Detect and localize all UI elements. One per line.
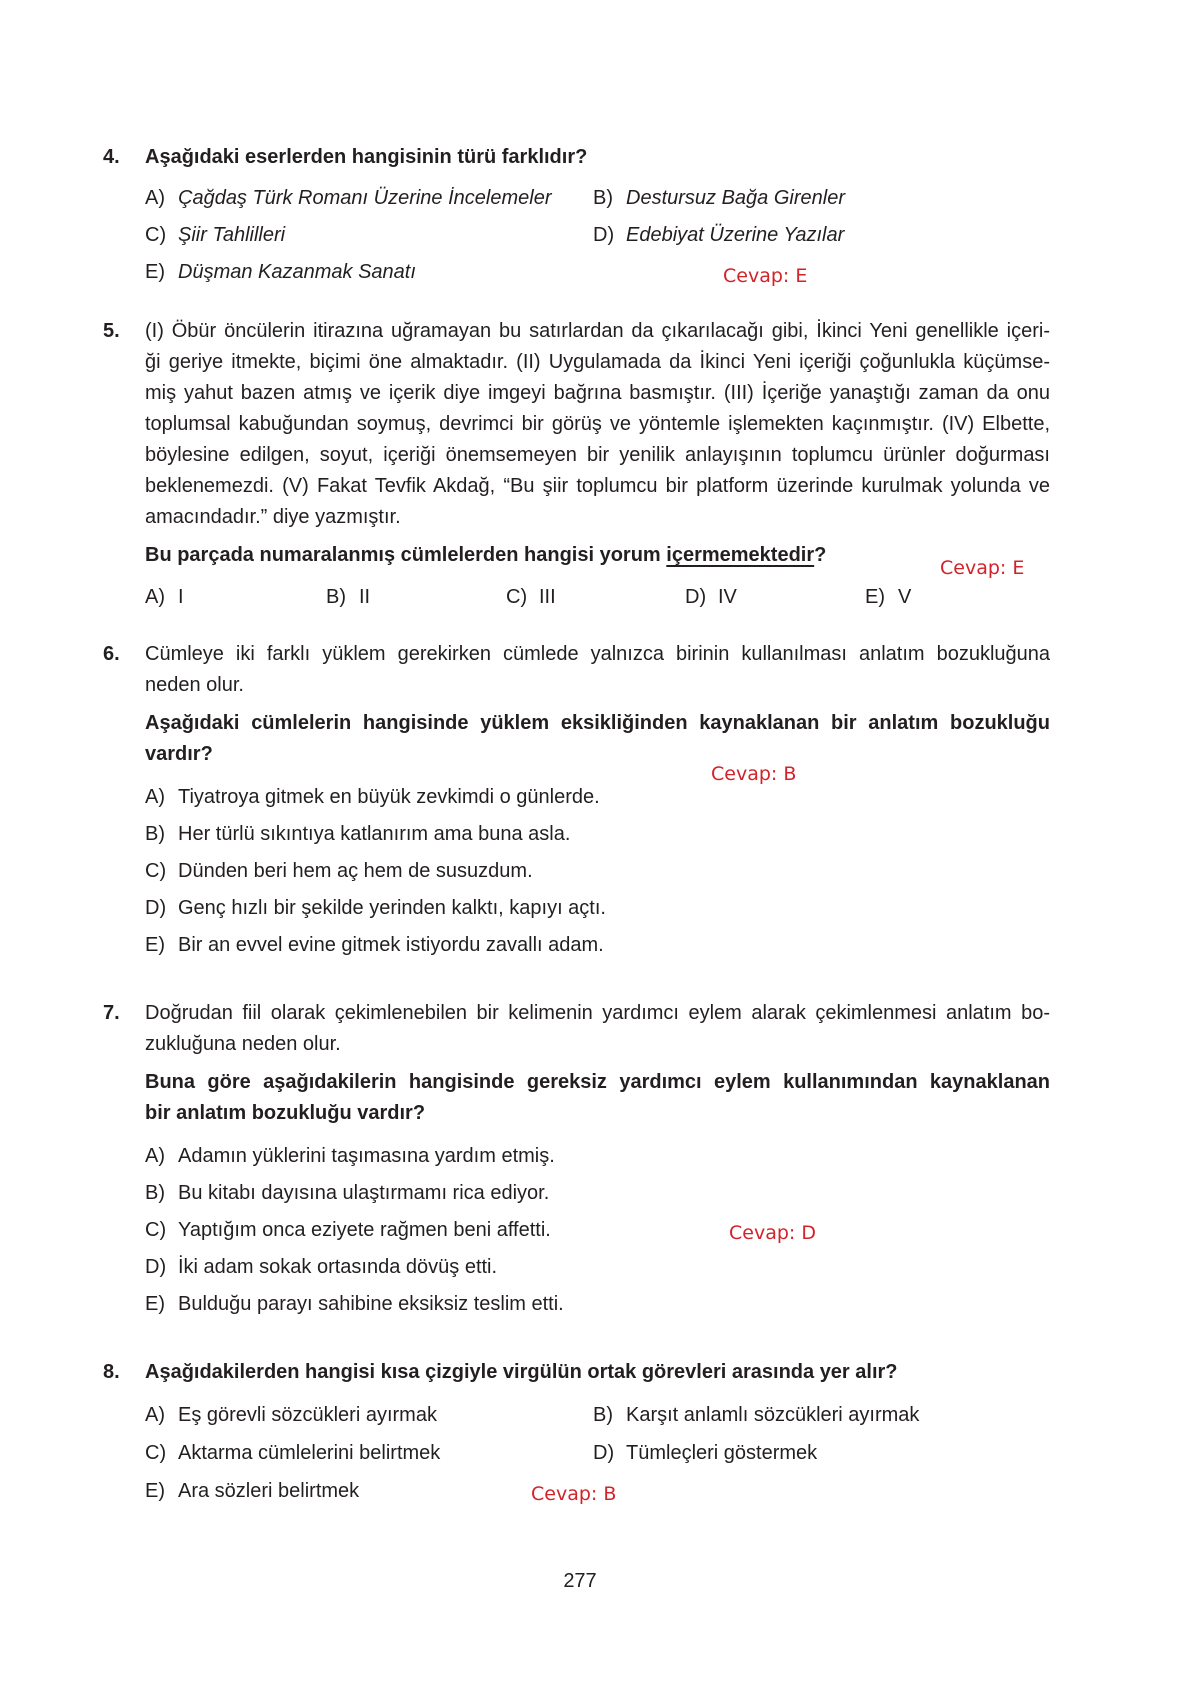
- option-d[interactable]: [145, 1256, 497, 1279]
- option-text: Tümleçleri göstermek: [626, 1442, 818, 1464]
- question-stem-line: vardır?: [145, 743, 213, 765]
- option-text: Bu kitabı dayısına ulaştırmamı rica ediyor.: [178, 1182, 550, 1204]
- option-label: D): [593, 1442, 615, 1464]
- stem-text: Bu parçada numaralanmış cümlelerden hangisi yorum: [145, 544, 667, 566]
- option-text: Genç hızlı bir şekilde yerinden kalktı, kapıyı açtı.: [178, 897, 606, 919]
- option-text: Karşıt anlamlı sözcükleri ayırmak: [626, 1404, 920, 1426]
- option-c[interactable]: [145, 860, 533, 883]
- option-text: Her türlü sıkıntıya katlanırım ama buna asla.: [178, 823, 571, 845]
- option-c[interactable]: [145, 1219, 551, 1242]
- passage-line: (I) Öbür öncülerin itirazına uğramayan bu satırlardan da çıkarılacağı gibi, İkinci Yeni genellikle içeri-: [145, 320, 1050, 342]
- option-label: D): [685, 586, 707, 608]
- option-label: B): [593, 1404, 613, 1426]
- answer-annotation: Cevap: B: [531, 1483, 617, 1505]
- passage-line: miş yahut bazen atmış ve içerik diye imgeyi bağrına basmıştır. (III) İçeriğe yanaştığı zaman da onu: [145, 382, 1050, 404]
- option-text: Bir an evvel evine gitmek istiyordu zavallı adam.: [178, 934, 604, 956]
- option-label: B): [326, 586, 346, 608]
- intro-line: Cümleye iki farklı yüklem gerekirken cümlede yalnızca birinin kullanılması anlatım bozukluğuna: [145, 643, 1050, 665]
- page-number: 277: [563, 1570, 597, 1592]
- option-label: E): [145, 934, 165, 956]
- option-text: V: [898, 586, 912, 608]
- option-a[interactable]: [145, 786, 600, 809]
- option-label: C): [145, 224, 167, 246]
- option-label: C): [145, 1219, 167, 1241]
- option-label: B): [145, 1182, 165, 1204]
- stem-end: ?: [814, 544, 827, 566]
- option-text: Adamın yüklerini taşımasına yardım etmiş.: [178, 1145, 555, 1167]
- option-label: B): [593, 187, 613, 209]
- option-label: C): [506, 586, 528, 608]
- option-text: Ara sözleri belirtmek: [178, 1480, 360, 1502]
- option-b[interactable]: [326, 586, 370, 609]
- option-label: D): [593, 224, 615, 246]
- option-text: III: [539, 586, 556, 608]
- option-label: E): [145, 261, 165, 283]
- option-text: Dünden beri hem aç hem de susuzdum.: [178, 860, 533, 882]
- option-c[interactable]: [145, 1442, 440, 1465]
- option-label: E): [145, 1480, 165, 1502]
- option-c[interactable]: [145, 224, 285, 247]
- passage-line: toplumsal kabuğundan soymuş, devrimci bir görüş ve yöntemle işlemekten kaçınmıştır. (IV) Elbette,: [145, 413, 1050, 435]
- option-e[interactable]: [145, 261, 416, 284]
- option-text: Yaptığım onca eziyete rağmen beni affetti.: [178, 1219, 551, 1241]
- question-stem: Aşağıdakilerden hangisi kısa çizgiyle virgülün ortak görevleri arasında yer alır?: [145, 1361, 898, 1383]
- option-b[interactable]: [593, 187, 845, 210]
- question-number: 4.: [103, 146, 120, 168]
- option-d[interactable]: [145, 897, 606, 920]
- option-e[interactable]: [145, 1480, 359, 1503]
- intro-line: zukluğuna neden olur.: [145, 1033, 341, 1055]
- question-number: 7.: [103, 1002, 120, 1024]
- option-b[interactable]: [593, 1404, 919, 1427]
- answer-annotation: Cevap: D: [729, 1222, 816, 1244]
- option-label: A): [145, 187, 165, 209]
- option-a[interactable]: [145, 1145, 555, 1168]
- passage-line: beklenemezdi. (V) Fakat Tevfik Akdağ, “Bu şiir toplumcu bir platform üzerinde kurulmak yolunda ve: [145, 475, 1050, 497]
- option-text: Aktarma cümlelerini belirtmek: [178, 1442, 441, 1464]
- question-number: 5.: [103, 320, 120, 342]
- option-text: Çağdaş Türk Romanı Üzerine İncelemeler: [178, 187, 552, 209]
- answer-annotation: Cevap: B: [711, 763, 797, 785]
- option-text: Destursuz Bağa Girenler: [626, 187, 845, 209]
- option-label: E): [145, 1293, 165, 1315]
- option-d[interactable]: [593, 1442, 817, 1465]
- option-label: D): [145, 897, 167, 919]
- option-e[interactable]: [865, 586, 911, 609]
- question-number: 8.: [103, 1361, 120, 1383]
- option-e[interactable]: [145, 934, 604, 957]
- question-number: 6.: [103, 643, 120, 665]
- option-text: Edebiyat Üzerine Yazılar: [626, 224, 845, 246]
- question-stem-line: Aşağıdaki cümlelerin hangisinde yüklem eksikliğinden kaynaklanan bir anlatım bozukluğu: [145, 712, 1050, 734]
- intro-line: neden olur.: [145, 674, 244, 696]
- option-label: C): [145, 860, 167, 882]
- option-text: Bulduğu parayı sahibine eksiksiz teslim etti.: [178, 1293, 564, 1315]
- option-c[interactable]: [506, 586, 556, 609]
- option-a[interactable]: [145, 187, 552, 210]
- option-text: II: [359, 586, 371, 608]
- answer-annotation: Cevap: E: [723, 265, 808, 287]
- option-b[interactable]: [145, 1182, 549, 1205]
- question-stem-line: Buna göre aşağıdakilerin hangisinde gereksiz yardımcı eylem kullanımından kaynaklanan: [145, 1071, 1050, 1093]
- option-label: D): [145, 1256, 167, 1278]
- passage-line: böylesine edilgen, soyut, içeriği önemsemeyen bir yenilik anlayışının toplumcu ürünler doğurması: [145, 444, 1050, 466]
- option-label: A): [145, 586, 165, 608]
- intro-line: Doğrudan fiil olarak çekimlenebilen bir kelimenin yardımcı eylem alarak çekimlenmesi anlatım bo-: [145, 1002, 1050, 1024]
- option-label: A): [145, 786, 165, 808]
- option-text: İki adam sokak ortasında dövüş etti.: [178, 1256, 498, 1278]
- question-stem-line: bir anlatım bozukluğu vardır?: [145, 1102, 426, 1124]
- option-d[interactable]: [593, 224, 844, 247]
- option-text: Şiir Tahlilleri: [178, 224, 286, 246]
- option-d[interactable]: [685, 586, 737, 609]
- option-e[interactable]: [145, 1293, 564, 1316]
- stem-emphasis: içermemektedir: [666, 544, 815, 566]
- option-label: B): [145, 823, 165, 845]
- option-text: Eş görevli sözcükleri ayırmak: [178, 1404, 437, 1426]
- question-stem: Aşağıdaki eserlerden hangisinin türü farklıdır?: [145, 146, 588, 168]
- option-text: Düşman Kazanmak Sanatı: [178, 261, 416, 283]
- option-text: I: [178, 586, 184, 608]
- option-label: A): [145, 1145, 165, 1167]
- option-label: C): [145, 1442, 167, 1464]
- option-a[interactable]: [145, 586, 184, 609]
- option-b[interactable]: [145, 823, 570, 846]
- passage-line: amacındadır.” diye yazmıştır.: [145, 506, 401, 528]
- option-label: E): [865, 586, 885, 608]
- answer-annotation: Cevap: E: [940, 557, 1025, 579]
- option-label: A): [145, 1404, 165, 1426]
- question-stem: [145, 544, 826, 567]
- option-text: Tiyatroya gitmek en büyük zevkimdi o günlerde.: [178, 786, 600, 808]
- option-a[interactable]: [145, 1404, 437, 1427]
- option-text: IV: [718, 586, 737, 608]
- passage-line: ği geriye itmekte, biçimi öne almaktadır. (II) Uygulamada da İkinci Yeni içeriği çoğunlukla küçümse-: [145, 351, 1050, 373]
